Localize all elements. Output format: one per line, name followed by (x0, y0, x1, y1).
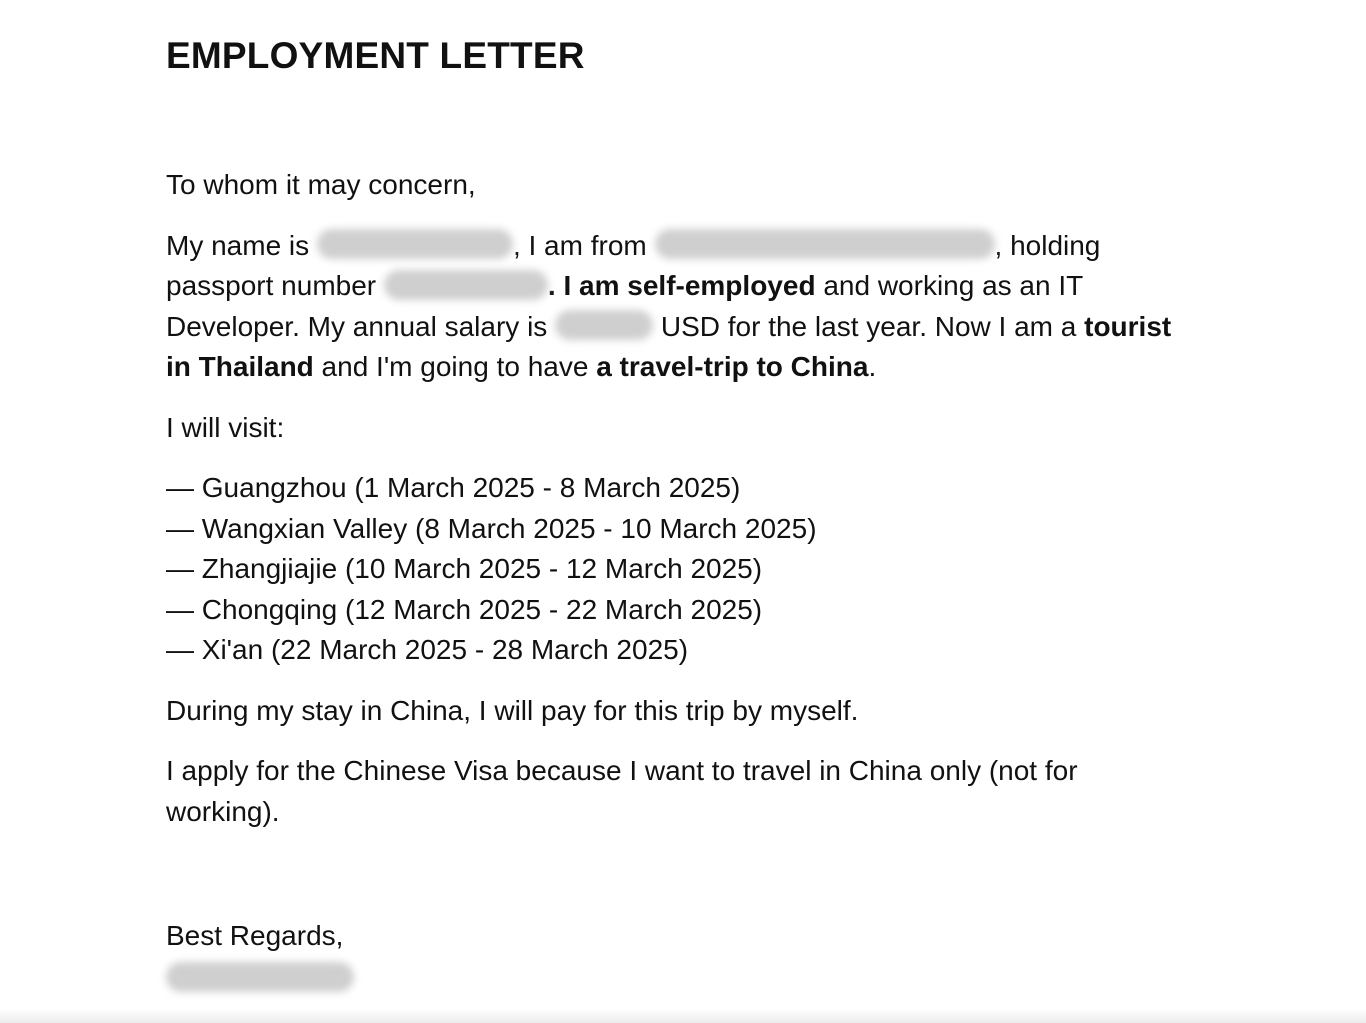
itinerary-list (166, 468, 1186, 671)
greeting: To whom it may concern, (166, 169, 476, 200)
intro-text-6: USD for the last year. Now I am a (653, 310, 1085, 342)
redacted-name (317, 229, 513, 259)
redacted-signature (166, 962, 354, 992)
intro-text-3: , holding passport number (166, 229, 1101, 301)
intro-bold-self-employed: self-employed (627, 270, 816, 301)
redacted-salary (555, 310, 653, 340)
itinerary-item: — Chongqing (12 March 2025 - 22 March 2025) (166, 593, 763, 625)
intro-text-4: . I am (547, 270, 628, 301)
purpose-paragraph: I apply for the Chinese Visa because I want to travel in China only (not for working). (166, 755, 1078, 827)
visit-label: I will visit: (166, 411, 285, 443)
intro-bold-trip: a travel-trip to China (596, 351, 869, 382)
redacted-passport-number (384, 270, 548, 300)
itinerary-item: — Zhangjiajie (10 March 2025 - 12 March 2025) (166, 553, 763, 584)
redacted-country (655, 229, 995, 259)
intro-paragraph (166, 226, 1186, 388)
intro-text-7: and I'm going to have (313, 351, 597, 382)
letter-body (166, 33, 1186, 995)
intro-text-5: and working as an IT Developer. My annual salary is (166, 270, 1083, 342)
intro-bold-tourist: tourist in Thailand (166, 310, 1172, 382)
closing: Best Regards, (166, 920, 344, 951)
itinerary-item: — Wangxian Valley (8 March 2025 - 10 March 2025) (166, 512, 817, 544)
page-bottom-edge (0, 1009, 1366, 1023)
itinerary-item: — Xi'an (22 March 2025 - 28 March 2025) (166, 634, 689, 665)
itinerary-item: — Guangzhou (1 March 2025 - 8 March 2025) (166, 472, 741, 503)
intro-text-2: , I am from (512, 229, 655, 261)
intro-text-8: . (868, 351, 877, 382)
intro-text-1: My name is (166, 229, 317, 261)
payment-paragraph: During my stay in China, I will pay for this trip by myself. (166, 694, 859, 726)
letter-title: EMPLOYMENT LETTER (166, 35, 585, 76)
